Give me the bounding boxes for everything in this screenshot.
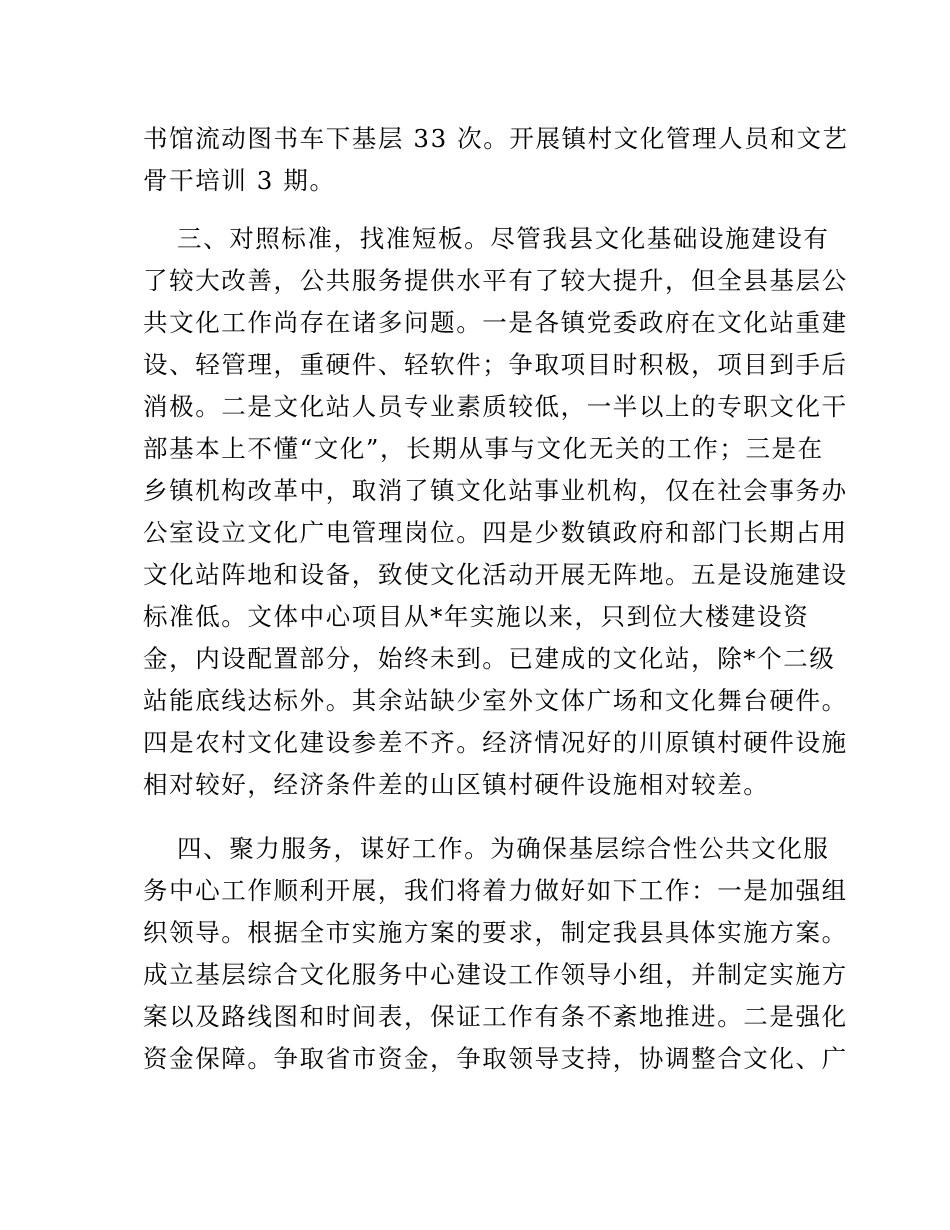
paragraph-line: 文化站阵地和设备，致使文化活动开展无阵地。五是设施建设: [143, 560, 848, 589]
paragraph-section-four: [143, 828, 848, 1080]
paragraph-line: 相对较好，经济条件差的山区镇村硬件设施相对较差。: [143, 770, 770, 799]
paragraph-line: 四是农村文化建设参差不齐。经济情况好的川原镇村硬件设施: [143, 728, 848, 757]
paragraph-line: 部基本上不懂“文化”，长期从事与文化无关的工作；三是在: [143, 434, 824, 463]
paragraph-line: 织领导。根据全市实施方案的要求，制定我县具体实施方案。: [143, 918, 848, 947]
paragraph-line: 书馆流动图书车下基层 33 次。开展镇村文化管理人员和文艺: [143, 124, 849, 153]
paragraph-line: 骨干培训 3 期。: [143, 166, 336, 195]
paragraph-line: 标准低。文体中心项目从*年实施以来，只到位大楼建设资: [143, 602, 810, 631]
paragraph-line: 公室设立文化广电管理岗位。四是少数镇政府和部门长期占用: [143, 518, 848, 547]
paragraph-line: 消极。二是文化站人员专业素质较低，一半以上的专职文化干: [143, 392, 848, 421]
paragraph-line: 了较大改善，公共服务提供水平有了较大提升，但全县基层公: [143, 266, 848, 295]
paragraph-line: 设、轻管理，重硬件、轻软件；争取项目时积极，项目到手后: [143, 350, 848, 379]
paragraph-line: 资金保障。争取省市资金，争取领导支持，协调整合文化、广: [143, 1044, 848, 1073]
paragraph-line: 金，内设配置部分，始终未到。已建成的文化站，除*个二级: [143, 644, 836, 673]
paragraph-line: 共文化工作尚存在诸多问题。一是各镇党委政府在文化站重建: [143, 308, 848, 337]
paragraph-line: 成立基层综合文化服务中心建设工作领导小组，并制定实施方: [143, 960, 848, 989]
paragraph-line: 站能底线达标外。其余站缺少室外文体广场和文化舞台硬件。: [143, 686, 848, 715]
paragraph-section-three: [143, 218, 848, 806]
paragraph-line: 务中心工作顺利开展，我们将着力做好如下工作：一是加强组: [143, 876, 848, 905]
paragraph-heading-line: 四、聚力服务，谋好工作。为确保基层综合性公共文化服: [177, 834, 830, 863]
paragraph-heading-line: 三、对照标准，找准短板。尽管我县文化基础设施建设有: [177, 224, 830, 253]
paragraph-line: 乡镇机构改革中，取消了镇文化站事业机构，仅在社会事务办: [143, 476, 848, 505]
paragraph-library-outreach: [143, 118, 849, 202]
paragraph-line: 案以及路线图和时间表，保证工作有条不紊地推进。二是强化: [143, 1002, 848, 1031]
